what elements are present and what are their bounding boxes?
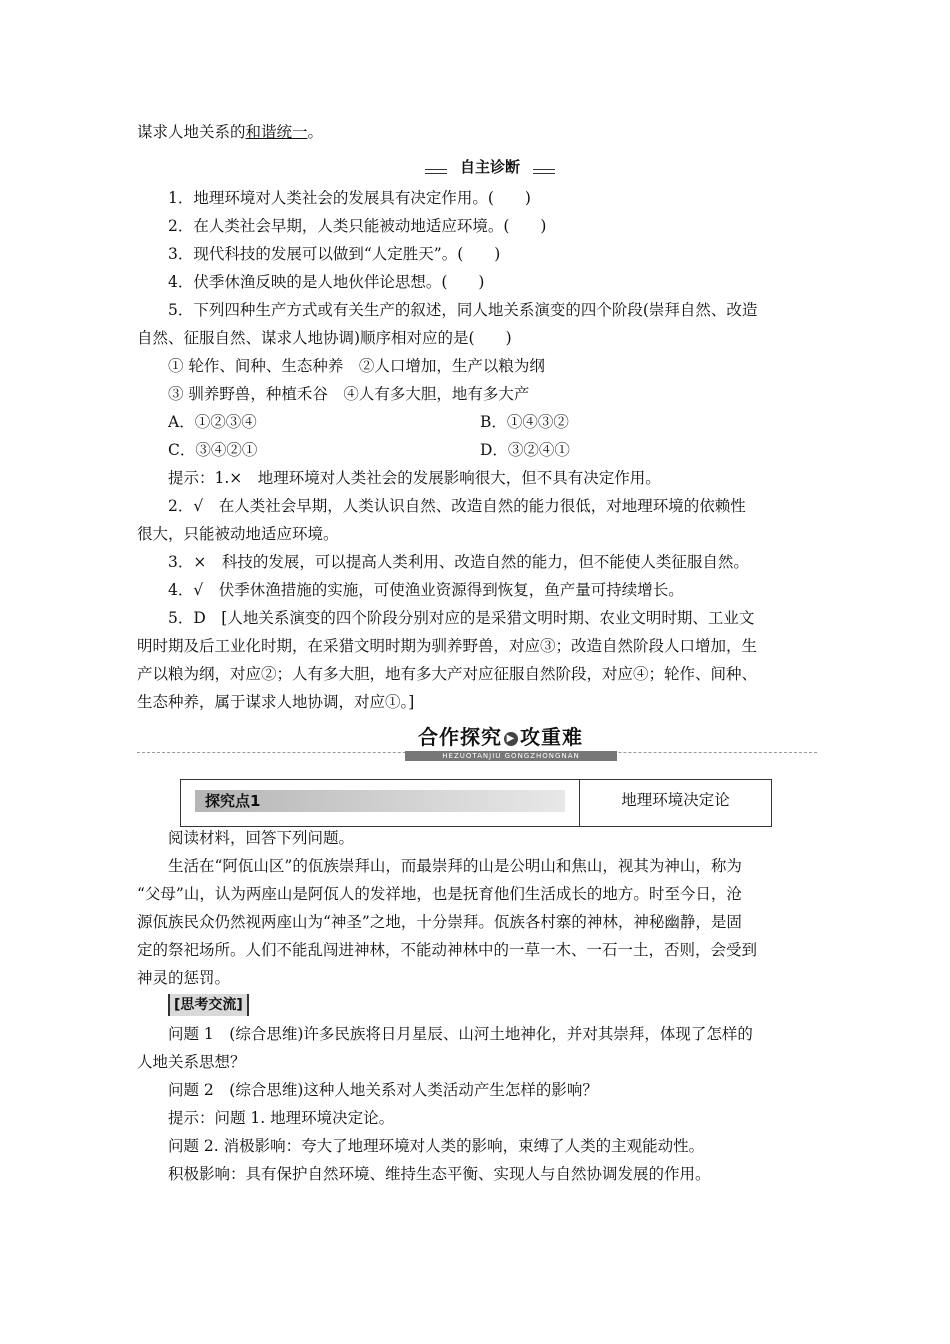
section-title-right: 攻重难 (520, 725, 583, 749)
intro-suffix: 。 (307, 123, 324, 141)
think-question-1-line: 人地关系思想？ (137, 1053, 246, 1071)
explore-tag: 探究点1 (205, 792, 261, 810)
think-question-2: 问题 2 (综合思维)这种人地关系对人类活动产生怎样的影响？ (168, 1081, 598, 1099)
question-3: 3．现代科技的发展可以做到“人定胜天”。( ) (168, 245, 501, 263)
question-4: 4．伏季休渔反映的是人地伙伴论思想。( ) (168, 273, 485, 291)
material-line: 生活在“阿佤山区”的佤族崇拜山，而最崇拜的山是公明山和焦山，视其为神山，称为 (168, 857, 742, 875)
hint-5-line: 5．D [人地关系演变的四个阶段分别对应的是采猎文明时期、农业文明时期、工业文 (168, 609, 755, 627)
self-diagnosis-badge: 自主诊断 (447, 156, 533, 178)
self-diagnosis-header (425, 156, 555, 178)
hint-2-line: 2．√ 在人类社会早期，人类认识自然、改造自然的能力很低，对地理环境的依赖性 (168, 497, 746, 515)
material-lead: 阅读材料，回答下列问题。 (168, 829, 355, 847)
arrow-icon: ▶ (504, 732, 518, 746)
intro-underlined: 和谐统一 (245, 123, 308, 141)
explore-point-box (180, 779, 772, 827)
option-b: B．①④③② (480, 413, 569, 431)
intro-line (137, 122, 817, 142)
option-d: D．③②④① (480, 441, 570, 459)
material-line: 定的祭祀场所。人们不能乱闯进神林，不能动神林中的一草一木、一石一土，否则，会受到 (137, 941, 758, 959)
hint-5-line: 产以粮为纲，对应②；人有多大胆，地有多大产对应征服自然阶段，对应④；轮作、间种、 (137, 665, 758, 683)
option-a: A．①②③④ (168, 413, 257, 431)
answer-1: 提示：问题 1. 地理环境决定论。 (168, 1109, 395, 1127)
explore-tag-cell (181, 780, 580, 826)
think-exchange-tag: [思考交流] (168, 994, 249, 1016)
choice-items-line: ③ 驯养野兽，种植禾谷 ④人有多大胆，地有多大产 (168, 385, 530, 403)
section-title (412, 722, 589, 752)
hint-5-line: 生态种养，属于谋求人地协调，对应①。] (137, 693, 415, 711)
choice-items-line: ① 轮作、间种、生态种养 ②人口增加，生产以粮为纲 (168, 357, 545, 375)
section-title-left: 合作探究 (418, 725, 502, 749)
material-line: 源佤族民众仍然视两座山为“神圣”之地，十分崇拜。佤族各村寨的神林，神秘幽静，是固 (137, 913, 742, 931)
answer-3: 积极影响：具有保护自然环境、维持生态平衡、实现人与自然协调发展的作用。 (168, 1165, 711, 1183)
question-1: 1．地理环境对人类社会的发展具有决定作用。( ) (168, 189, 531, 207)
hint-4: 4．√ 伏季休渔措施的实施，可使渔业资源得到恢复，鱼产量可持续增长。 (168, 581, 684, 599)
question-5-line: 自然、征服自然、谋求人地协调)顺序相对应的是( ) (137, 329, 512, 347)
hint-3: 3．× 科技的发展，可以提高人类利用、改造自然的能力，但不能使人类征服自然。 (168, 553, 749, 571)
material-line: 神灵的惩罚。 (137, 969, 231, 987)
think-question-1-line: 问题 1 (综合思维)许多民族将日月星辰、山河土地神化，并对其崇拜，体现了怎样的 (168, 1025, 753, 1043)
hint-2-line: 很大，只能被动地适应环境。 (137, 525, 339, 543)
hint-5-line: 明时期及后工业化时期，在采猎文明时期为驯养野兽，对应③；改造自然阶段人口增加，生 (137, 637, 758, 655)
section-header (137, 722, 817, 762)
material-line: “父母”山，认为两座山是阿佤人的发祥地，也是抚育他们生活成长的地方。时至今日，沧 (137, 885, 742, 903)
intro-prefix: 谋求人地关系的 (137, 123, 246, 141)
hint-1: 提示：1.× 地理环境对人类社会的发展影响很大，但不具有决定作用。 (168, 469, 661, 487)
explore-topic: 地理环境决定论 (621, 791, 730, 809)
section-subtitle: HEZUOTANJIU GONGZHONGNAN (405, 751, 617, 761)
option-c: C．③④②① (168, 441, 258, 459)
question-5-line: 5．下列四种生产方式或有关生产的叙述，同人地关系演变的四个阶段(崇拜自然、改造 (168, 301, 758, 319)
answer-2: 问题 2. 消极影响：夸大了地理环境对人类的影响，束缚了人类的主观能动性。 (168, 1137, 705, 1155)
question-2: 2．在人类社会早期，人类只能被动地适应环境。( ) (168, 217, 547, 235)
